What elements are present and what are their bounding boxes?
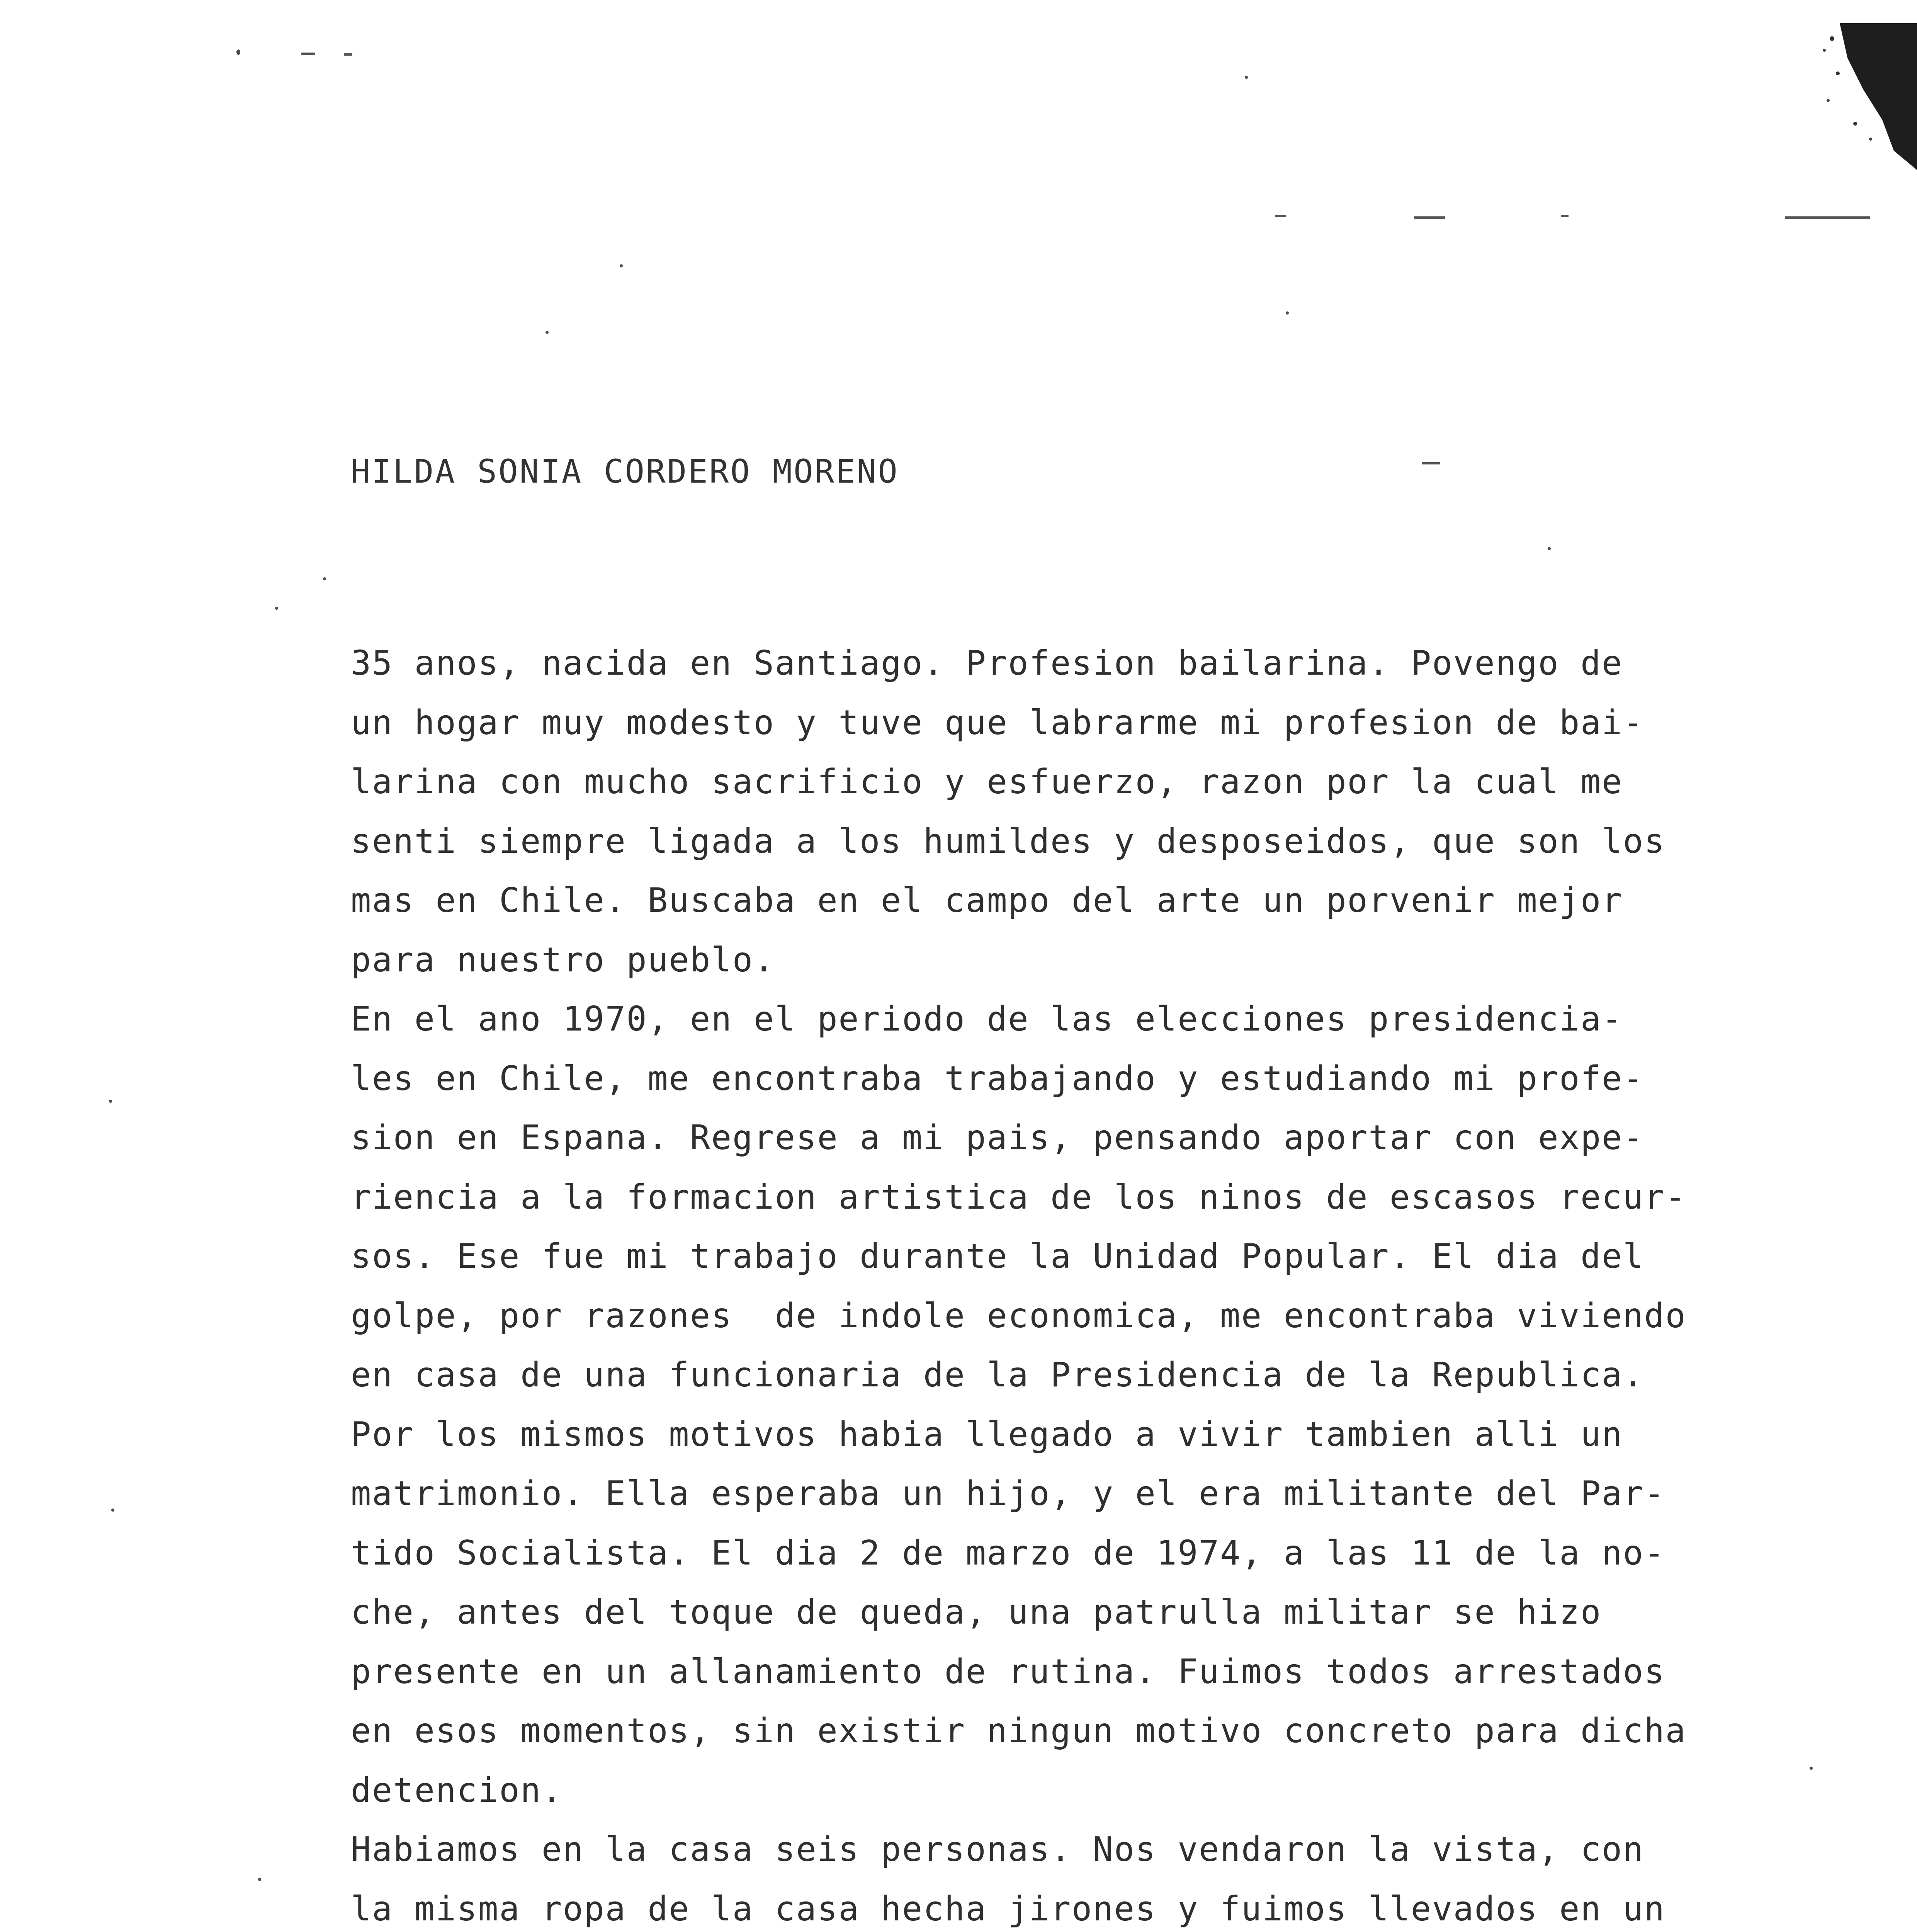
document-body [351, 634, 1858, 1932]
text-line: les en Chile, me encontraba trabajando y estudiando mi profe- [351, 1058, 1644, 1098]
scan-speck [1286, 311, 1289, 315]
text-line: un hogar muy modesto y tuve que labrarme mi profesion de bai- [351, 702, 1644, 742]
scan-speck [1548, 547, 1551, 550]
text-line: riencia a la formacion artistica de los ninos de escasos recur- [351, 1177, 1687, 1217]
text-line: sos. Ese fue mi trabajo durante la Unidad Popular. El dia del [351, 1236, 1644, 1276]
scan-artifact-corner [1817, 23, 1917, 170]
text-line: en esos momentos, sin existir ningun motivo concreto para dicha [351, 1711, 1687, 1750]
text-line: matrimonio. Ella esperaba un hijo, y el era militante del Par- [351, 1474, 1665, 1513]
text-line: presente en un allanamiento de rutina. Fuimos todos arrestados [351, 1651, 1665, 1691]
text-line: 35 anos, nacida en Santiago. Profesion bailarina. Povengo de [351, 643, 1623, 683]
scan-dash [1275, 215, 1286, 217]
scan-speck [236, 49, 240, 55]
scan-dash [1414, 216, 1445, 219]
scan-dash [301, 53, 315, 55]
text-line: en casa de una funcionaria de la Presidencia de la Republica. [351, 1355, 1644, 1395]
text-line: sion en Espana. Regrese a mi pais, pensando aportar con expe- [351, 1118, 1644, 1157]
scan-speck [258, 1878, 261, 1881]
text-line: la misma ropa de la casa hecha jirones y fuimos llevados en un [351, 1889, 1665, 1929]
scan-dash [344, 53, 352, 56]
scan-speck [111, 1509, 114, 1512]
scan-speck [323, 577, 326, 580]
scan-dash [1561, 215, 1569, 217]
text-line: para nuestro pueblo. [351, 940, 775, 980]
text-line: che, antes del toque de queda, una patrulla militar se hizo [351, 1592, 1602, 1632]
text-line: senti siempre ligada a los humildes y desposeidos, que son los [351, 821, 1665, 861]
scan-speck [109, 1100, 112, 1103]
scan-speck [275, 607, 278, 610]
scan-dash [1422, 462, 1440, 464]
text-line: detencion. [351, 1770, 563, 1810]
text-line: Por los mismos motivos habia llegado a vivir tambien alli un [351, 1414, 1623, 1454]
text-line: mas en Chile. Buscaba en el campo del arte un porvenir mejor [351, 881, 1623, 920]
text-line: larina con mucho sacrificio y esfuerzo, razon por la cual me [351, 762, 1623, 801]
scan-speck [1245, 76, 1248, 79]
text-line: En el ano 1970, en el periodo de las elecciones presidencia- [351, 999, 1623, 1039]
text-line: Habiamos en la casa seis personas. Nos vendaron la vista, con [351, 1830, 1644, 1869]
document-title: HILDA SONIA CORDERO MORENO [351, 452, 899, 490]
text-line: tido Socialista. El dia 2 de marzo de 1974, a las 11 de la no- [351, 1533, 1665, 1573]
text-line: golpe, por razones de indole economica, me encontraba viviendo [351, 1296, 1687, 1335]
scan-speck [620, 264, 623, 267]
scan-dash [1785, 216, 1870, 219]
scan-speck [546, 331, 549, 334]
